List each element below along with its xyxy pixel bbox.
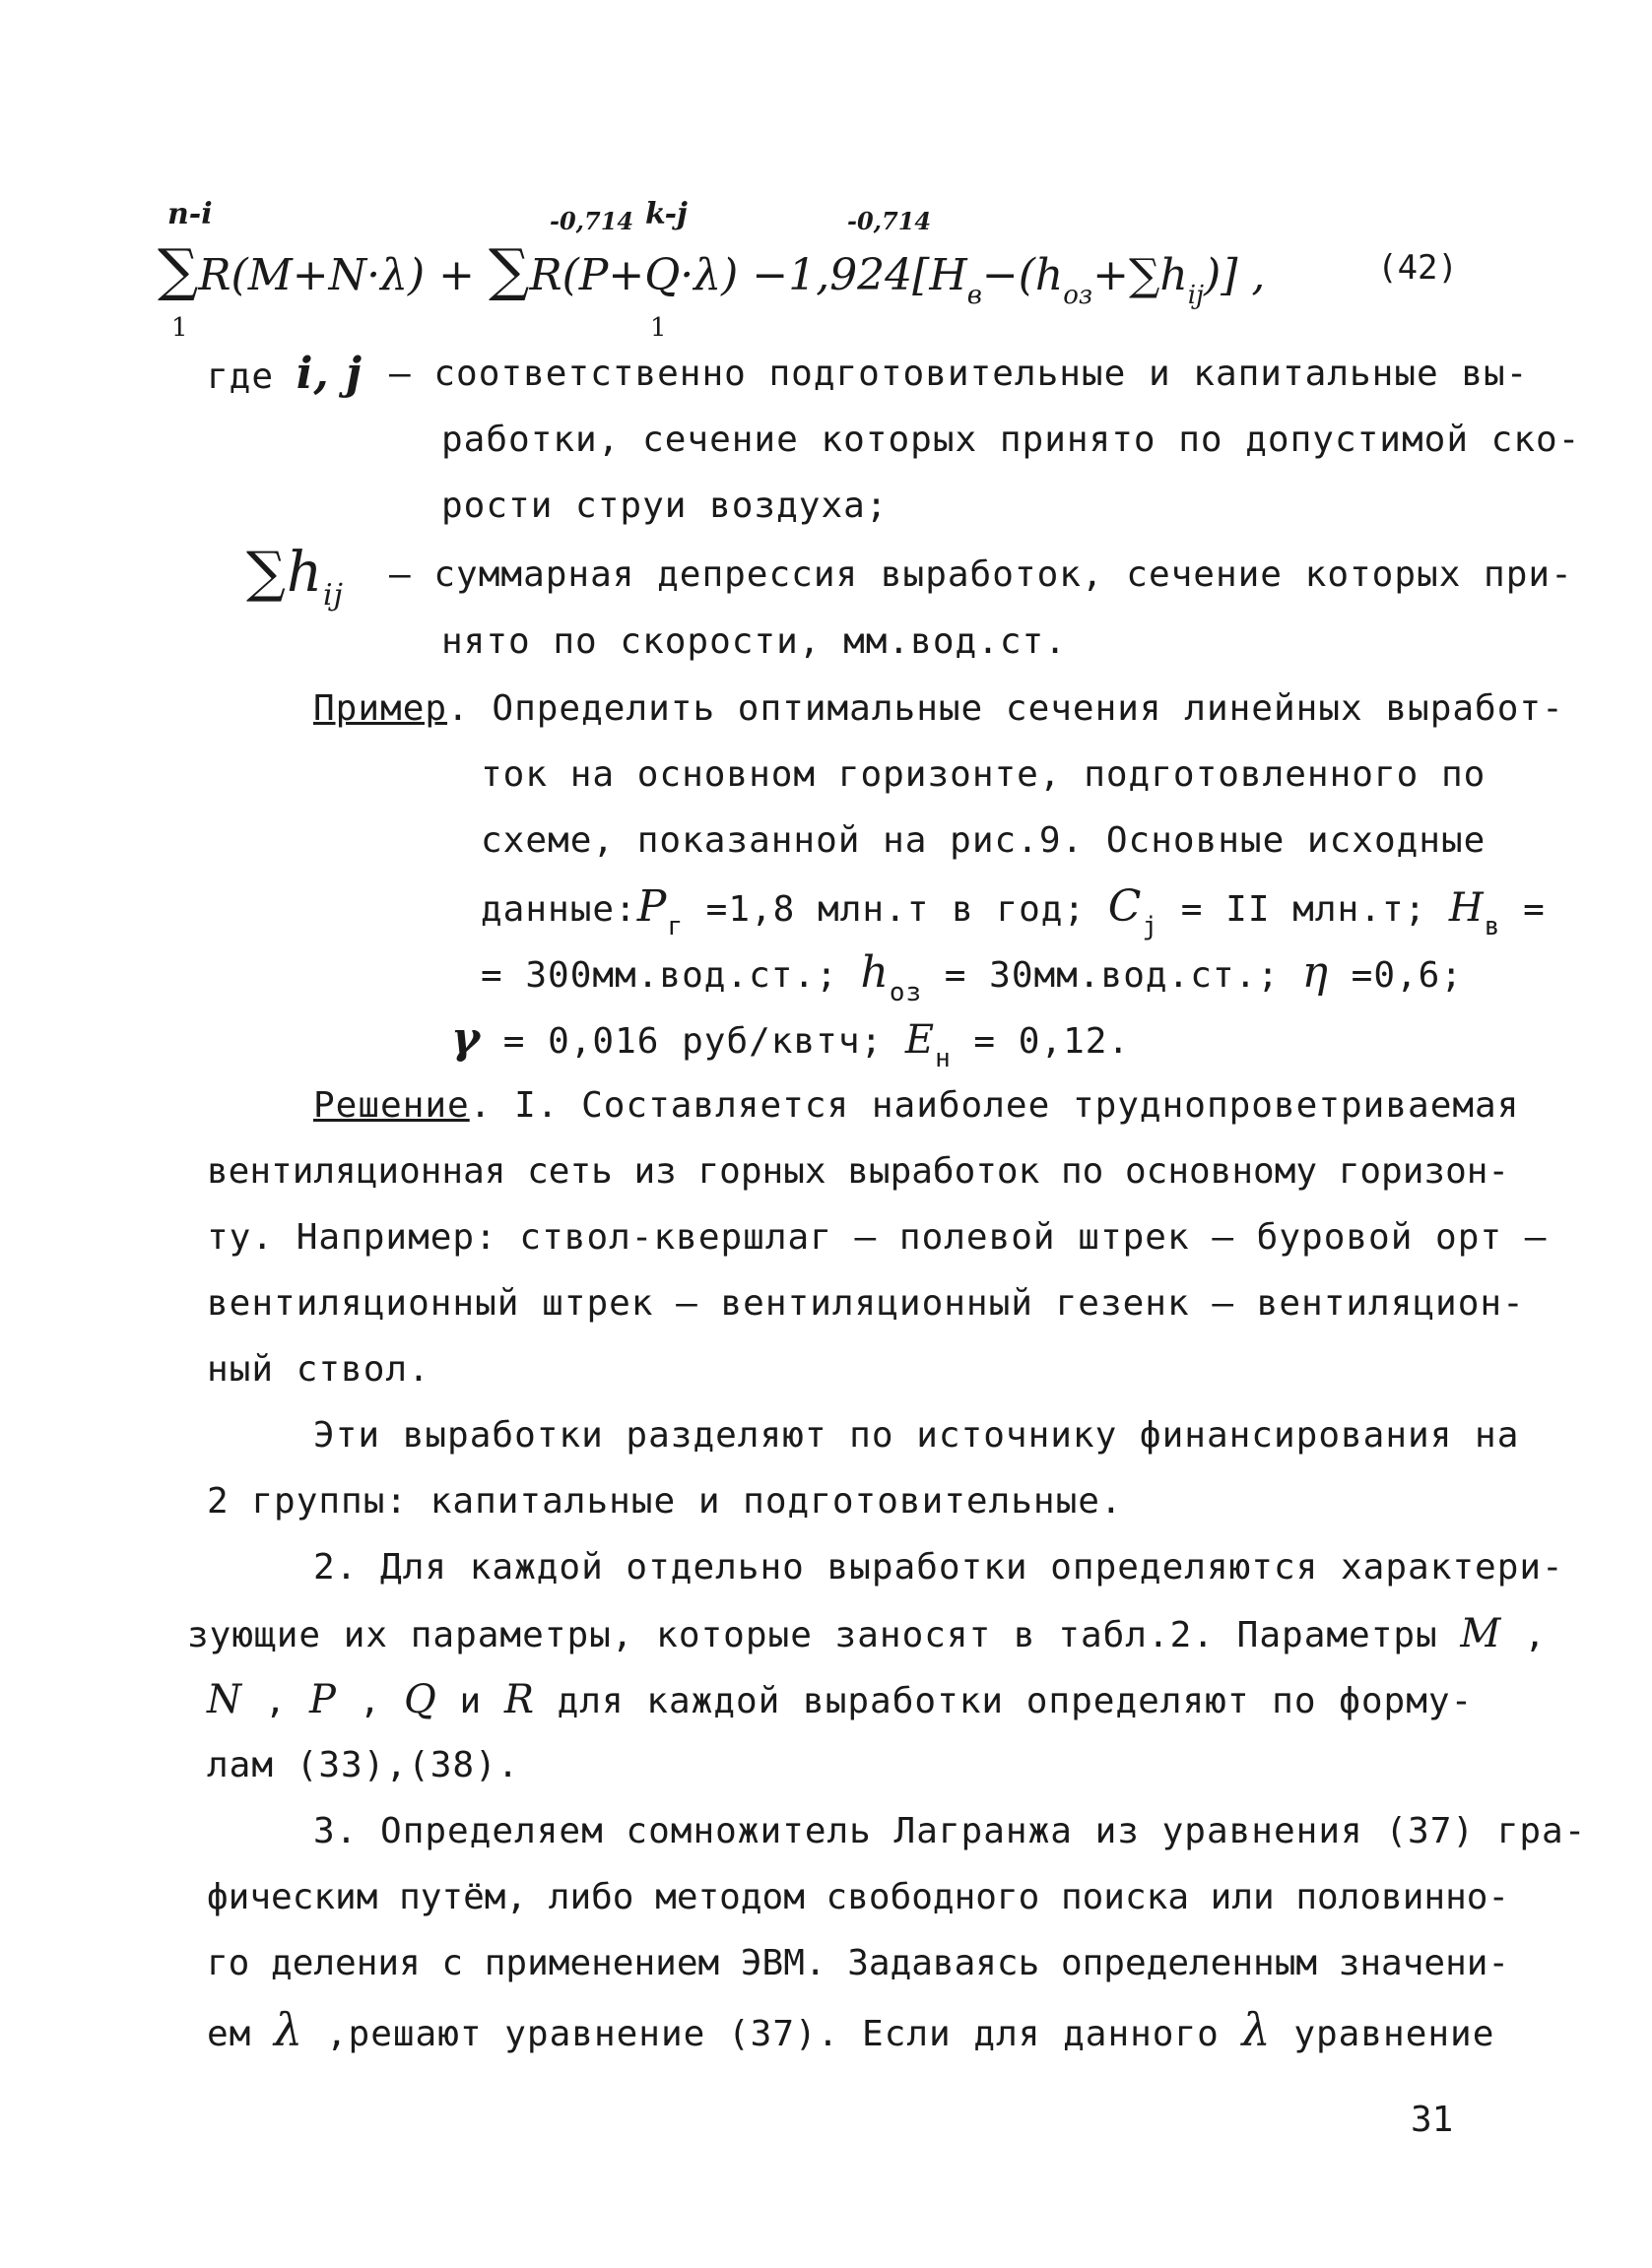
subscript-v: в	[966, 281, 982, 310]
para4-line-4	[207, 2003, 1495, 2056]
solution-line-3: ту. Например: ствол-квершлаг – полевой штрек – буровой орт –	[207, 1217, 1548, 1258]
sum-h-symbol: ∑h	[246, 541, 324, 605]
symbol-m: M	[1460, 1611, 1502, 1656]
formula-term-6: )] ,	[1204, 250, 1266, 300]
example-line-2: ток на основном горизонте, подготовленного по	[481, 754, 1487, 795]
t: = 30мм.вод.ст.;	[922, 955, 1302, 996]
symbol-h: H	[1448, 885, 1485, 931]
sum2-upper-limit: k-j	[645, 197, 688, 231]
where-symbols: i, j	[296, 349, 363, 399]
formula-body	[158, 236, 1266, 310]
solution-line-4: вентиляционный штрек – вентиляционный гезенк – вентиляцион-	[207, 1283, 1525, 1324]
example-label: Пример	[313, 688, 448, 729]
example-line-6	[451, 1013, 1131, 1073]
t: ем	[207, 2014, 275, 2054]
solution-line-1	[313, 1084, 1519, 1128]
example-line-4	[481, 881, 1546, 941]
t: =1,8 млн.т в год;	[683, 889, 1108, 930]
symbol-lambda-2: λ	[1241, 2003, 1272, 2056]
symbol-gamma: γ	[451, 1013, 482, 1064]
example-text-1: . Определить оптимальные сечения линейных выработ-	[447, 688, 1564, 729]
sum-h-subscript: ij	[323, 578, 344, 613]
formula-plus: +	[438, 250, 476, 300]
formula-term-3: −1,924[H	[752, 250, 967, 300]
example-line-1	[313, 687, 1564, 731]
t: = 0,12.	[951, 1021, 1131, 1062]
symbol-e: E	[904, 1017, 936, 1063]
symbol-h-oz: h	[860, 947, 890, 998]
subscript-oz: оз	[1063, 281, 1093, 310]
t: =0,6;	[1328, 955, 1464, 996]
formula-42	[158, 197, 1458, 345]
t: уравнение	[1271, 2014, 1495, 2054]
symbol-r: R	[503, 1677, 535, 1722]
def2-text-1: суммарная депрессия выработок, сечение которых при-	[433, 554, 1573, 595]
symbol-eta: η	[1301, 947, 1329, 998]
example-line-3: схеме, показанной на рис.9. Основные исходные	[481, 820, 1487, 861]
formula-term-2: R(P+Q·λ)	[529, 250, 739, 300]
para3-line-2	[187, 1612, 1547, 1657]
t: зующие их параметры, которые заносят в табл.2. Параметры	[187, 1615, 1461, 1655]
def2-line-1	[389, 553, 1573, 597]
def1-text-1: соответственно подготовительные и капитальные вы-	[433, 354, 1529, 394]
subscript-ij: ij	[1187, 281, 1205, 310]
para2-line-2: 2 группы: капитальные и подготовительные.	[207, 1481, 1123, 1522]
sum1-upper-limit: n-i	[167, 197, 213, 231]
symbol-n: N	[207, 1677, 242, 1722]
para4-line-3: го деления с применением ЭВМ. Задаваясь определенным значени-	[207, 1943, 1510, 1983]
sum1-lower-limit: 1	[171, 313, 188, 343]
t: данные:	[481, 889, 637, 930]
formula-term-4: −(h	[981, 250, 1064, 300]
solution-line-5: ный ствол.	[207, 1349, 430, 1390]
t: ,	[1501, 1615, 1547, 1655]
formula-term-1: R(M+N·λ)	[198, 250, 426, 300]
exponent-2: -0,714	[847, 207, 932, 235]
def1-line-3: рости струи воздуха;	[441, 486, 889, 526]
t: =	[1500, 889, 1546, 930]
sum-symbol-2: ∑	[489, 236, 530, 303]
def1-dash: –	[389, 354, 412, 394]
sum2-lower-limit: 1	[650, 313, 667, 343]
para3-line-1: 2. Для каждой отдельно выработки определяются характери-	[313, 1547, 1564, 1588]
t: = II млн.т;	[1158, 889, 1449, 930]
equation-number: (42)	[1377, 248, 1458, 288]
formula-term-5: +∑h	[1092, 250, 1188, 300]
symbol-p: P	[636, 881, 668, 932]
para4-line-1: 3. Определяем сомножитель Лагранжа из уравнения (37) гра-	[313, 1811, 1587, 1851]
t: = 0,016 руб/квтч;	[481, 1021, 905, 1062]
symbol-c: C	[1107, 881, 1143, 932]
symbol-c-sub: j	[1142, 912, 1159, 941]
para2-line-1: Эти выработки разделяют по источнику финансирования на	[313, 1415, 1520, 1456]
sum-symbol-1: ∑	[158, 236, 199, 303]
symbol-p2: P	[309, 1677, 337, 1722]
def2-dash: –	[389, 554, 412, 595]
t: ,решают уравнение (37). Если для данного	[303, 2014, 1242, 2054]
def2-line-2: нято по скорости, мм.вод.ст.	[441, 621, 1067, 662]
t: и	[436, 1681, 504, 1721]
t: для каждой выработки определяют по форму-	[534, 1681, 1474, 1721]
para3-line-3	[207, 1678, 1473, 1723]
symbol-lambda-1: λ	[274, 2003, 304, 2056]
def1-line-1	[389, 353, 1528, 396]
para4-line-2: фическим путём, либо методом свободного поиска или половинно-	[207, 1877, 1510, 1917]
exponent-1: -0,714	[550, 207, 634, 235]
solution-line-2: вентиляционная сеть из горных выработок по основному горизон-	[207, 1151, 1510, 1192]
symbol-q: Q	[403, 1677, 437, 1722]
t: = 300мм.вод.ст.;	[481, 955, 861, 996]
where-line-1	[207, 349, 363, 399]
solution-label: Решение	[313, 1085, 470, 1126]
symbol-h-oz-sub: оз	[889, 978, 923, 1007]
def1-line-2: работки, сечение которых принято по допустимой ско-	[441, 420, 1581, 460]
where-word: где	[207, 356, 275, 397]
t: ,	[242, 1681, 310, 1721]
page-number: 31	[1411, 2100, 1454, 2140]
symbol-h-sub: в	[1484, 912, 1501, 941]
para3-line-4: лам (33),(38).	[207, 1745, 520, 1785]
symbol-p-sub: г	[667, 912, 684, 941]
example-line-5	[481, 947, 1464, 1007]
def2-symbol	[246, 541, 344, 613]
t: ,	[336, 1681, 404, 1721]
symbol-e-sub: н	[935, 1044, 952, 1073]
solution-text-1: . I. Составляется наиболее труднопроветриваемая	[469, 1085, 1520, 1126]
